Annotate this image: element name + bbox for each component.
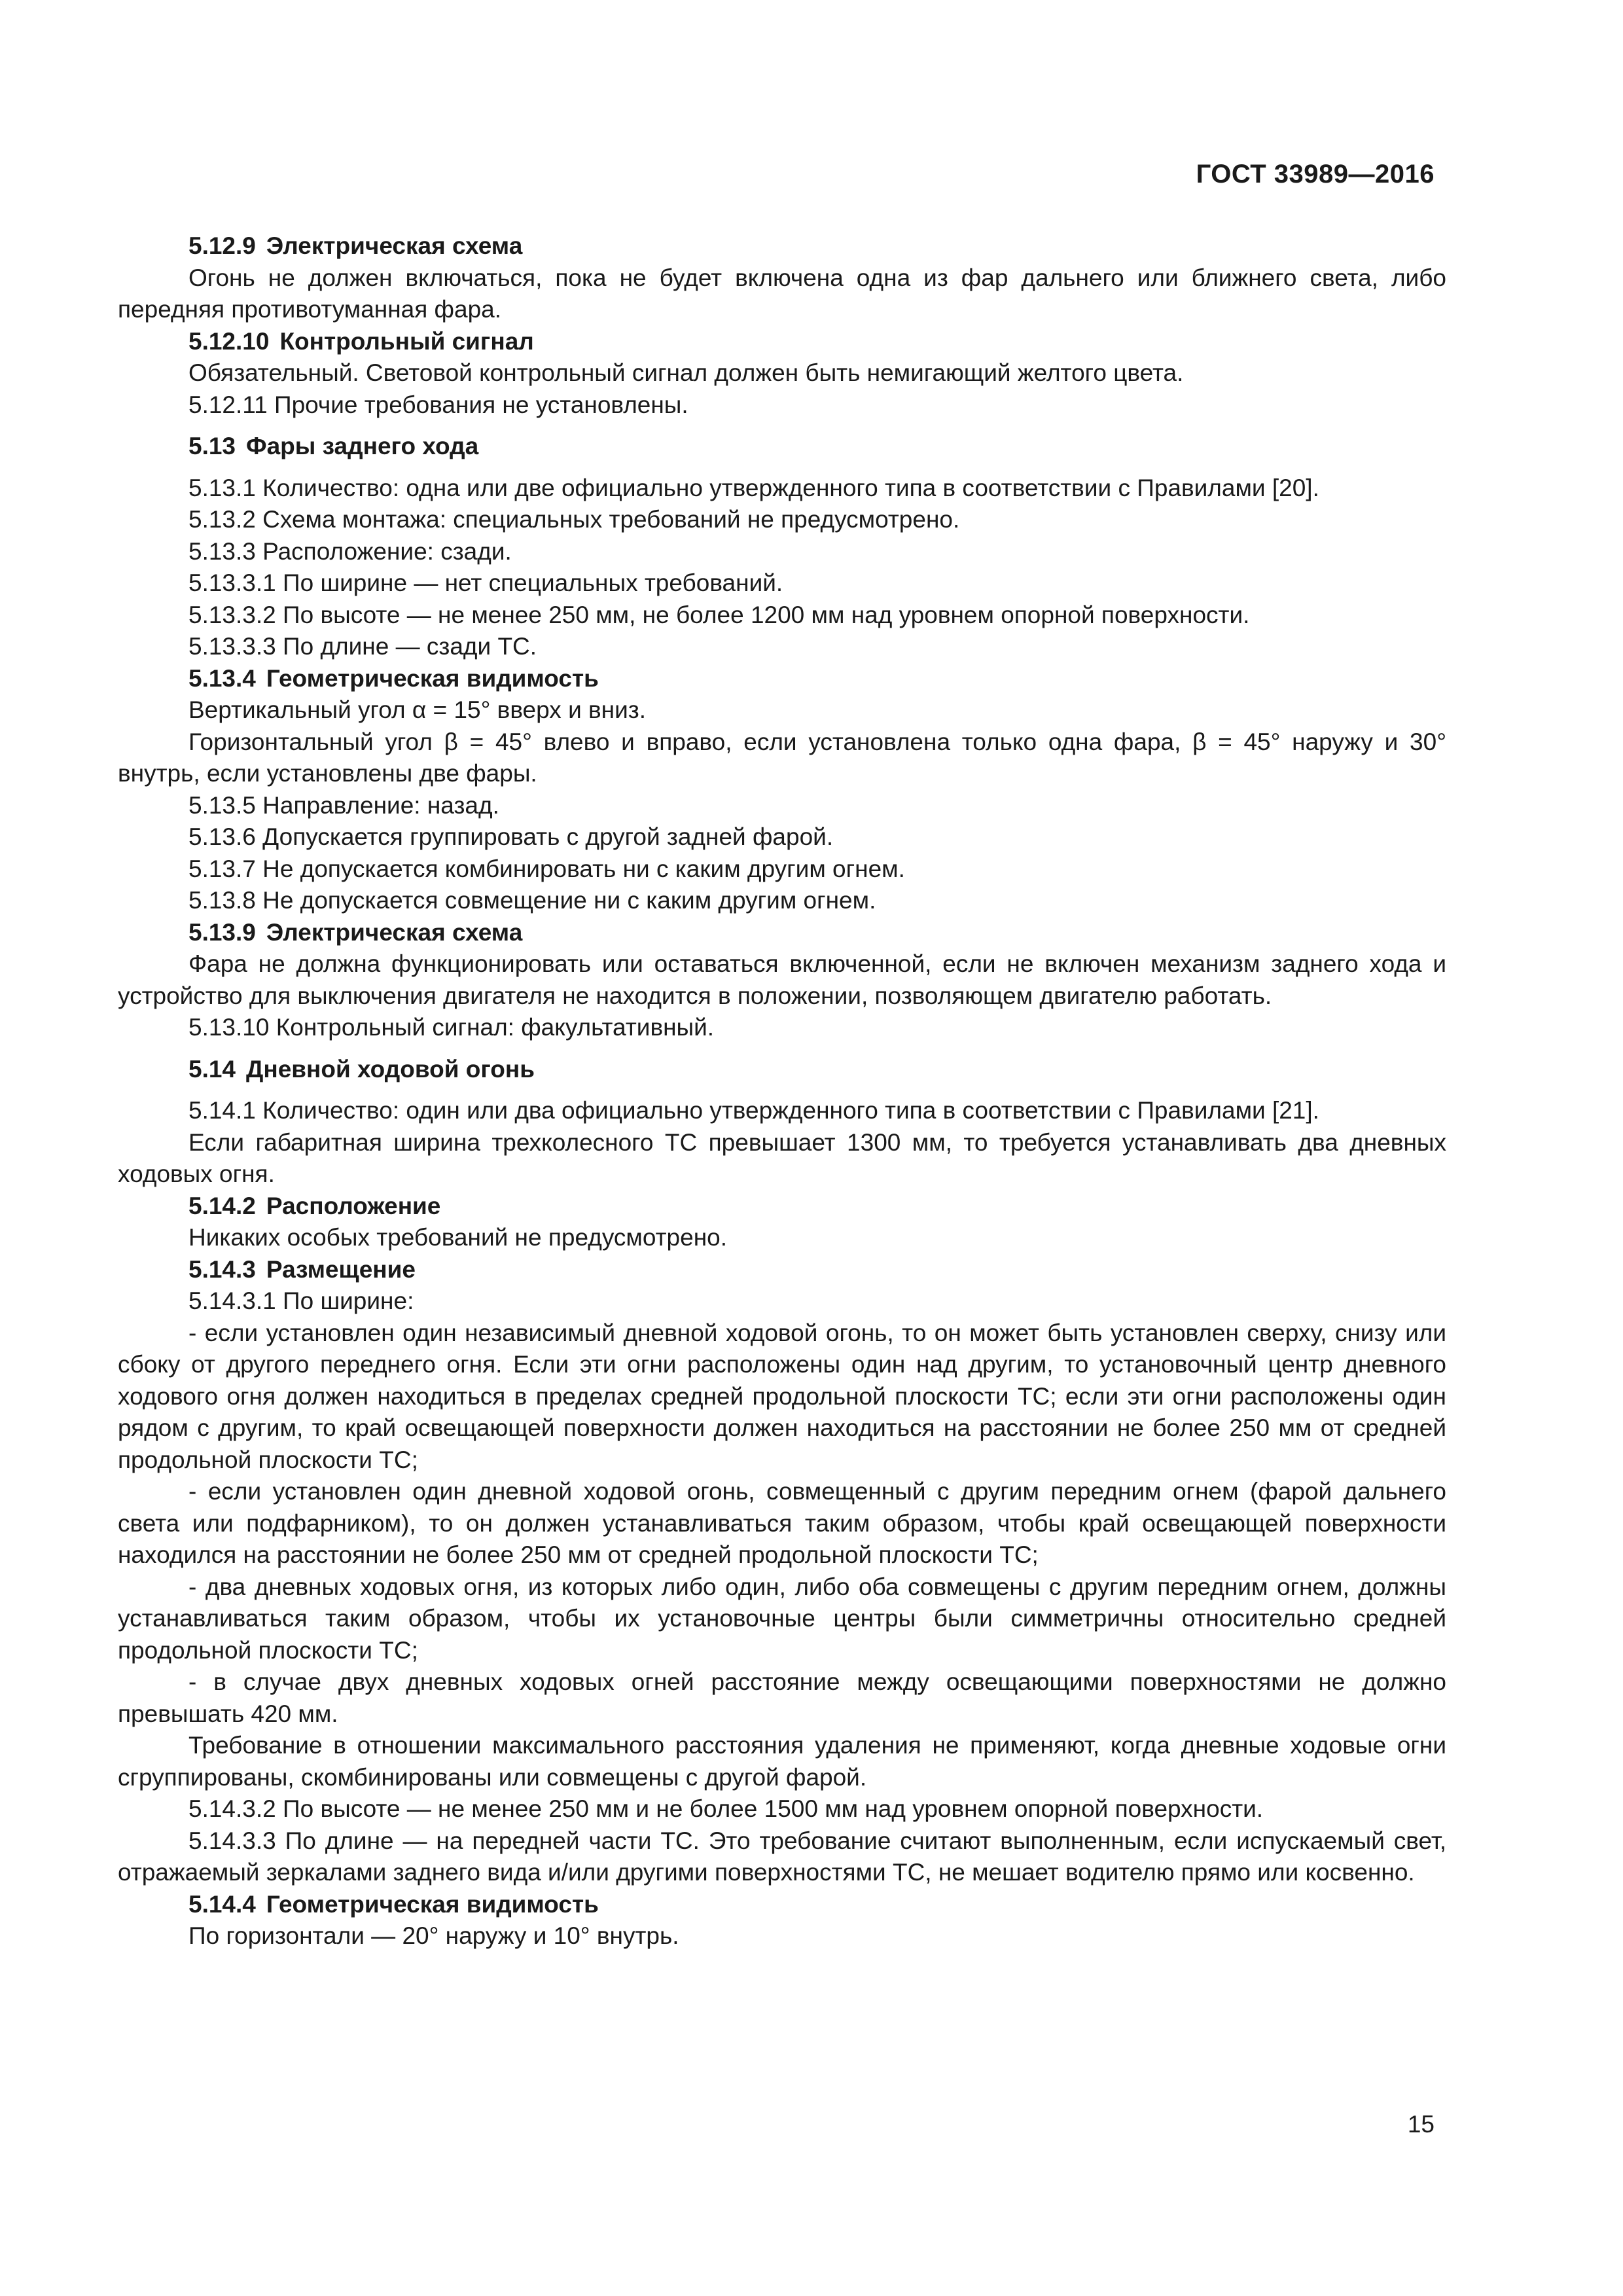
section-title: Дневной ходовой огонь xyxy=(246,1055,535,1083)
paragraph: Горизонтальный угол β = 45° влево и вправо, если установлена только одна фара, β = 45° наружу и 30° внутрь, если установлены две фары. xyxy=(118,728,1446,787)
paragraph: Никаких особых требований не предусмотрено. xyxy=(188,1224,727,1251)
section-number: 5.14.3 xyxy=(188,1255,256,1283)
section-title: Расположение xyxy=(266,1192,441,1219)
section-heading xyxy=(118,1191,1446,1223)
section-heading xyxy=(118,326,1446,358)
paragraph: 5.14.3.1 По ширине: xyxy=(188,1287,414,1314)
paragraph: 5.13.10 Контрольный сигнал: факультативный. xyxy=(188,1014,715,1041)
section-title: Электрическая схема xyxy=(266,918,523,946)
section-heading xyxy=(118,663,1446,695)
paragraph: 5.14.3.2 По высоте — не менее 250 мм и не более 1500 мм над уровнем опорной поверхности. xyxy=(188,1795,1264,1822)
section-number: 5.12.10 xyxy=(188,327,270,355)
paragraph: 5.13.5 Направление: назад. xyxy=(188,791,499,819)
section-heading xyxy=(118,230,1446,262)
paragraph: 5.13.8 Не допускается совмещение ни с каким другим огнем. xyxy=(188,887,876,914)
section-number: 5.14 xyxy=(188,1055,236,1083)
document-body xyxy=(118,230,1446,1952)
paragraph: 5.13.1 Количество: одна или две официально утвержденного типа в соответствии с Правилами [20]. xyxy=(188,474,1319,501)
paragraph: Фара не должна функционировать или оставаться включенной, если не включен механизм заднего хода и устройство для выключения двигателя не находится в положении, позволяющем двигателю работать. xyxy=(118,950,1446,1009)
paragraph: Обязательный. Световой контрольный сигнал должен быть немигающий желтого цвета. xyxy=(188,359,1184,386)
paragraph: Требование в отношении максимального расстояния удаления не применяют, когда дневные ходовые огни сгруппированы, скомбинированы или совмещены с другой фарой. xyxy=(118,1732,1446,1791)
paragraph: 5.13.3.3 По длине — сзади ТС. xyxy=(188,633,537,660)
paragraph: - в случае двух дневных ходовых огней расстояние между освещающими поверхностями не должно превышать 420 мм. xyxy=(118,1668,1446,1727)
section-title: Геометрическая видимость xyxy=(266,664,599,692)
paragraph: 5.13.2 Схема монтажа: специальных требований не предусмотрено. xyxy=(188,506,960,533)
section-number: 5.14.2 xyxy=(188,1192,256,1219)
section-heading xyxy=(118,1054,1446,1086)
section-number: 5.14.4 xyxy=(188,1890,256,1918)
section-number: 5.13.9 xyxy=(188,918,256,946)
section-number: 5.12.9 xyxy=(188,232,256,259)
section-number: 5.13 xyxy=(188,433,236,459)
paragraph: - два дневных ходовых огня, из которых либо один, либо оба совмещены с другим передним огнем, должны устанавливаться таким образом, чтобы их установочные центры были симметричны относительно средней продольной плоскости ТС; xyxy=(118,1573,1446,1664)
section-number: 5.13.4 xyxy=(188,664,256,692)
page-number: 15 xyxy=(1407,2111,1435,2138)
section-heading xyxy=(118,431,1446,463)
document-code: ГОСТ 33989—2016 xyxy=(1196,160,1435,188)
paragraph: 5.14.3.3 По длине — на передней части ТС. Это требование считают выполненным, если испускаемый свет, отражаемый зеркалами заднего вида и/или другими поверхностями ТС, не мешает водителю прямо или косвенно. xyxy=(118,1827,1446,1886)
paragraph: 5.14.1 Количество: один или два официально утвержденного типа в соответствии с Правилами [21]. xyxy=(188,1097,1319,1124)
paragraph: - если установлен один независимый дневной ходовой огонь, то он может быть установлен сверху, снизу или сбоку от другого переднего огня. Если эти огни расположены один над другим, то установочный центр дневного ходового огня должен находиться в пределах средней продольной плоскости ТС; если эти огни расположены один рядом с другим, то край освещающей поверхности должен находиться на расстоянии не более 250 мм от средней продольной плоскости ТС; xyxy=(118,1319,1446,1473)
section-heading xyxy=(118,1254,1446,1286)
section-title: Геометрическая видимость xyxy=(266,1890,599,1918)
section-title: Размещение xyxy=(266,1255,416,1283)
paragraph: Вертикальный угол α = 15° вверх и вниз. xyxy=(188,696,647,723)
section-heading xyxy=(118,917,1446,949)
section-title: Контрольный сигнал xyxy=(279,327,534,355)
paragraph: 5.13.3.1 По ширине — нет специальных требований. xyxy=(188,569,783,596)
paragraph: Огонь не должен включаться, пока не будет включена одна из фар дальнего или ближнего света, либо передняя противотуманная фара. xyxy=(118,264,1446,323)
paragraph: 5.13.6 Допускается группировать с другой задней фарой. xyxy=(188,823,834,850)
paragraph: - если установлен один дневной ходовой огонь, совмещенный с другим передним огнем (фарой дальнего света или подфарником), то он должен устанавливаться таким образом, чтобы край освещающей поверхности находился на расстоянии не более 250 мм от средней продольной плоскости ТС; xyxy=(118,1478,1446,1568)
paragraph: Если габаритная ширина трехколесного ТС превышает 1300 мм, то требуется устанавливать два дневных ходовых огня. xyxy=(118,1128,1446,1187)
paragraph: 5.13.3 Расположение: сзади. xyxy=(188,537,512,565)
paragraph: 5.12.11 Прочие требования не установлены. xyxy=(188,391,688,418)
paragraph: По горизонтали — 20° наружу и 10° внутрь. xyxy=(188,1922,679,1949)
section-heading xyxy=(118,1889,1446,1921)
section-title: Электрическая схема xyxy=(266,232,523,259)
paragraph: 5.13.7 Не допускается комбинировать ни с каким другим огнем. xyxy=(188,855,905,882)
section-title: Фары заднего хода xyxy=(246,433,479,459)
paragraph: 5.13.3.2 По высоте — не менее 250 мм, не более 1200 мм над уровнем опорной поверхности. xyxy=(188,601,1250,628)
